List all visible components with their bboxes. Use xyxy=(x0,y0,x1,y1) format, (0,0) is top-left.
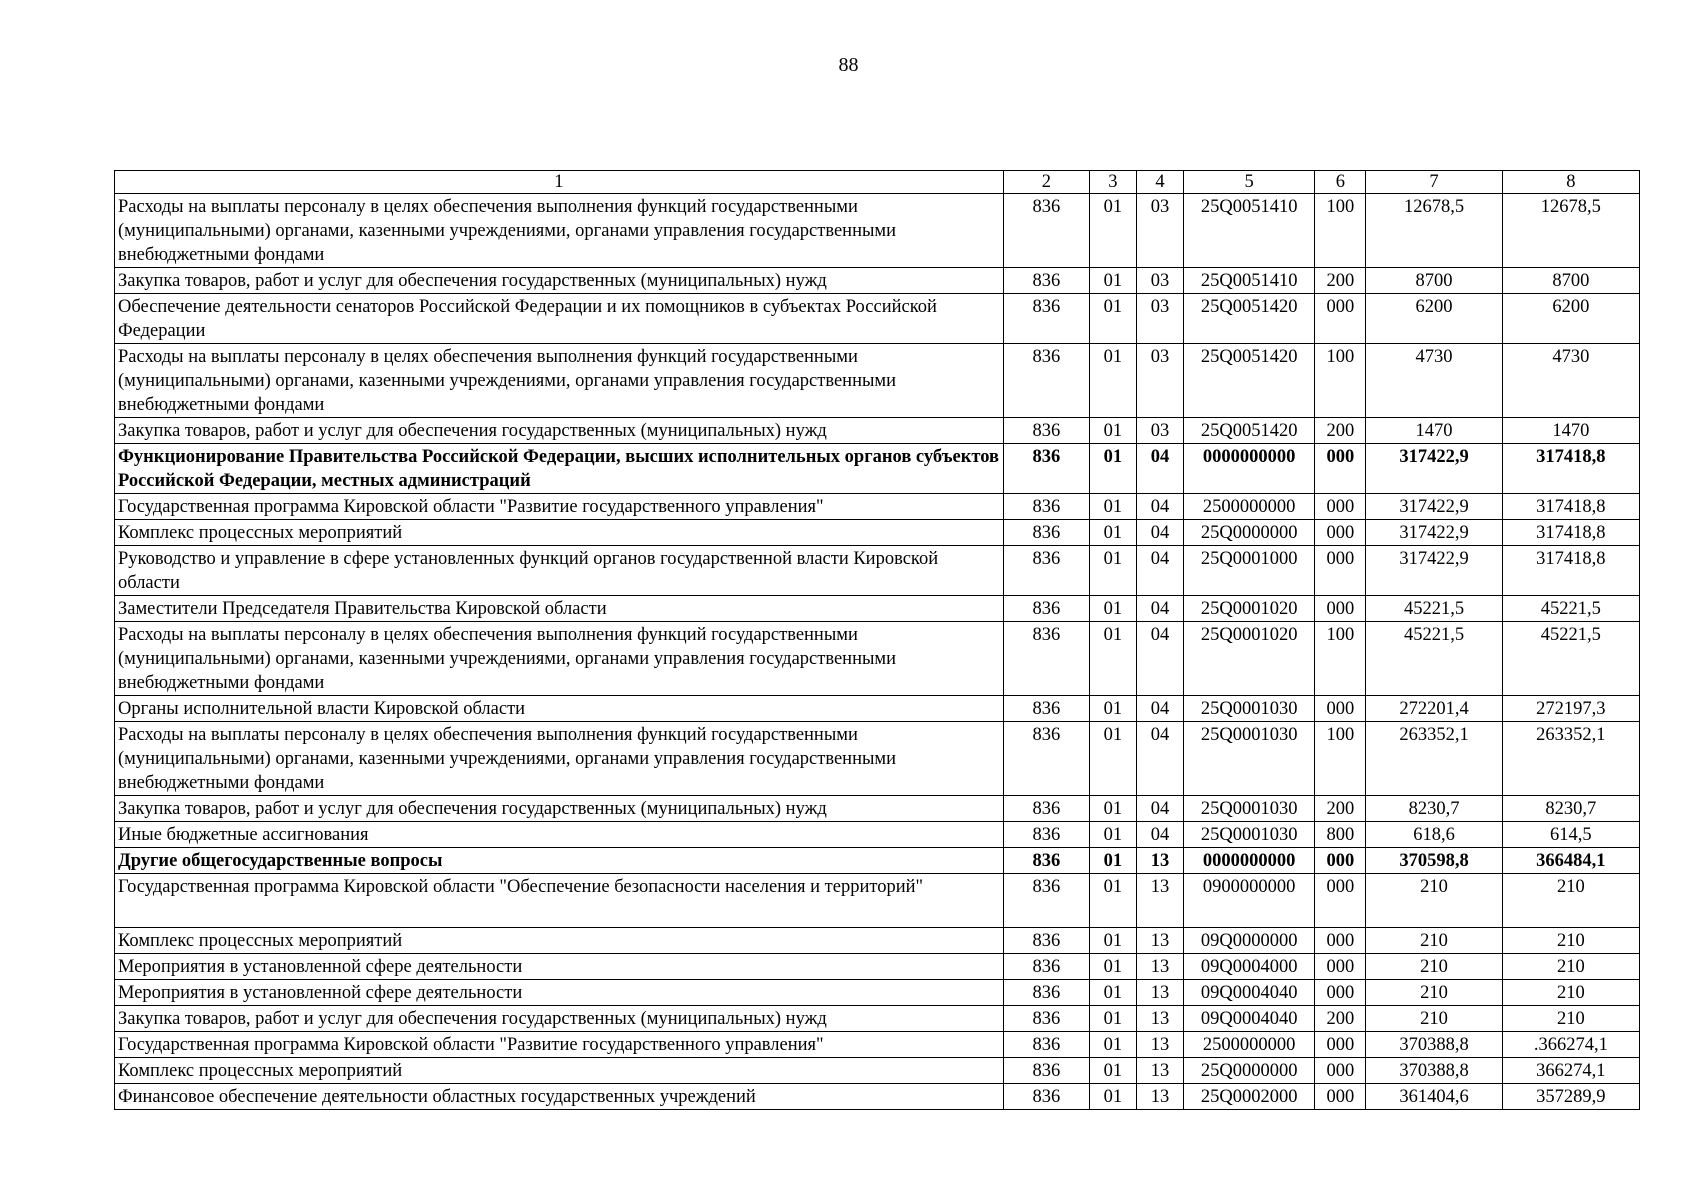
table-row xyxy=(115,954,1640,980)
row-amount-col7-cell: 210 xyxy=(1366,928,1502,954)
row-code-cell: 836 xyxy=(1003,980,1089,1006)
row-subsection-cell: 03 xyxy=(1136,294,1183,344)
table-row xyxy=(115,1084,1640,1110)
row-amount-col8-cell: 6200 xyxy=(1502,294,1639,344)
row-amount-col7-cell: 317422,9 xyxy=(1366,546,1502,596)
row-expense-type-cell: 200 xyxy=(1315,418,1366,444)
table-row xyxy=(115,980,1640,1006)
row-target-article-cell: 25Q0051410 xyxy=(1184,194,1315,268)
table-row xyxy=(115,520,1640,546)
row-code-cell: 836 xyxy=(1003,874,1089,928)
row-code-cell: 836 xyxy=(1003,344,1089,418)
row-target-article-cell: 25Q0051420 xyxy=(1184,294,1315,344)
row-amount-col8-cell: 12678,5 xyxy=(1502,194,1639,268)
table-row xyxy=(115,344,1640,418)
row-target-article-cell: 2500000000 xyxy=(1184,494,1315,520)
row-target-article-cell: 2500000000 xyxy=(1184,1032,1315,1058)
table-row xyxy=(115,268,1640,294)
table-row xyxy=(115,596,1640,622)
row-name-cell: Расходы на выплаты персоналу в целях обеспечения выполнения функций государственными (муниципальными) органами, казенными учреждениями, органами управления государственными внебюджетными фондами xyxy=(115,622,1004,696)
row-expense-type-cell: 000 xyxy=(1315,1058,1366,1084)
row-amount-col8-cell: .366274,1 xyxy=(1502,1032,1639,1058)
row-amount-col7-cell: 317422,9 xyxy=(1366,494,1502,520)
row-section-cell: 01 xyxy=(1089,1006,1136,1032)
row-target-article-cell: 25Q0002000 xyxy=(1184,1084,1315,1110)
row-subsection-cell: 04 xyxy=(1136,796,1183,822)
row-section-cell: 01 xyxy=(1089,1032,1136,1058)
row-amount-col7-cell: 370598,8 xyxy=(1366,848,1502,874)
row-amount-col8-cell: 317418,8 xyxy=(1502,494,1639,520)
row-amount-col7-cell: 361404,6 xyxy=(1366,1084,1502,1110)
column-header-6: 6 xyxy=(1315,171,1366,194)
row-expense-type-cell: 000 xyxy=(1315,596,1366,622)
column-header-7: 7 xyxy=(1366,171,1502,194)
row-amount-col7-cell: 8700 xyxy=(1366,268,1502,294)
row-name-cell: Закупка товаров, работ и услуг для обеспечения государственных (муниципальных) нужд xyxy=(115,418,1004,444)
row-target-article-cell: 09Q0000000 xyxy=(1184,928,1315,954)
row-code-cell: 836 xyxy=(1003,622,1089,696)
row-code-cell: 836 xyxy=(1003,494,1089,520)
row-expense-type-cell: 800 xyxy=(1315,822,1366,848)
row-subsection-cell: 03 xyxy=(1136,418,1183,444)
row-name-cell: Расходы на выплаты персоналу в целях обеспечения выполнения функций государственными (муниципальными) органами, казенными учреждениями, органами управления государственными внебюджетными фондами xyxy=(115,194,1004,268)
row-amount-col8-cell: 210 xyxy=(1502,874,1639,928)
row-amount-col8-cell: 366484,1 xyxy=(1502,848,1639,874)
row-section-cell: 01 xyxy=(1089,194,1136,268)
row-section-cell: 01 xyxy=(1089,980,1136,1006)
table-row xyxy=(115,822,1640,848)
row-section-cell: 01 xyxy=(1089,954,1136,980)
row-target-article-cell: 0000000000 xyxy=(1184,848,1315,874)
row-section-cell: 01 xyxy=(1089,546,1136,596)
row-code-cell: 836 xyxy=(1003,1084,1089,1110)
row-amount-col7-cell: 317422,9 xyxy=(1366,444,1502,494)
row-code-cell: 836 xyxy=(1003,418,1089,444)
row-section-cell: 01 xyxy=(1089,874,1136,928)
row-name-cell: Закупка товаров, работ и услуг для обеспечения государственных (муниципальных) нужд xyxy=(115,268,1004,294)
row-name-cell: Другие общегосударственные вопросы xyxy=(115,848,1004,874)
row-section-cell: 01 xyxy=(1089,268,1136,294)
row-target-article-cell: 09Q0004040 xyxy=(1184,980,1315,1006)
row-expense-type-cell: 200 xyxy=(1315,796,1366,822)
row-code-cell: 836 xyxy=(1003,1058,1089,1084)
row-expense-type-cell: 000 xyxy=(1315,874,1366,928)
row-section-cell: 01 xyxy=(1089,622,1136,696)
row-code-cell: 836 xyxy=(1003,722,1089,796)
row-target-article-cell: 0900000000 xyxy=(1184,874,1315,928)
column-header-5: 5 xyxy=(1184,171,1315,194)
column-header-1: 1 xyxy=(115,171,1004,194)
row-name-cell: Комплекс процессных мероприятий xyxy=(115,1058,1004,1084)
table-row xyxy=(115,874,1640,928)
row-expense-type-cell: 000 xyxy=(1315,848,1366,874)
row-name-cell: Функционирование Правительства Российской Федерации, высших исполнительных органов субъектов Российской Федерации, местных администраций xyxy=(115,444,1004,494)
row-expense-type-cell: 100 xyxy=(1315,722,1366,796)
row-section-cell: 01 xyxy=(1089,928,1136,954)
row-expense-type-cell: 000 xyxy=(1315,546,1366,596)
table-row xyxy=(115,1058,1640,1084)
row-name-cell: Финансовое обеспечение деятельности областных государственных учреждений xyxy=(115,1084,1004,1110)
row-code-cell: 836 xyxy=(1003,520,1089,546)
row-amount-col7-cell: 618,6 xyxy=(1366,822,1502,848)
row-name-cell: Государственная программа Кировской области "Развитие государственного управления" xyxy=(115,1032,1004,1058)
row-amount-col7-cell: 45221,5 xyxy=(1366,596,1502,622)
row-target-article-cell: 09Q0004000 xyxy=(1184,954,1315,980)
row-code-cell: 836 xyxy=(1003,444,1089,494)
budget-table xyxy=(114,170,1640,1110)
table-row xyxy=(115,546,1640,596)
row-target-article-cell: 25Q0001020 xyxy=(1184,622,1315,696)
row-name-cell: Заместители Председателя Правительства Кировской области xyxy=(115,596,1004,622)
row-expense-type-cell: 000 xyxy=(1315,444,1366,494)
row-target-article-cell: 25Q0000000 xyxy=(1184,520,1315,546)
row-amount-col7-cell: 210 xyxy=(1366,954,1502,980)
row-code-cell: 836 xyxy=(1003,696,1089,722)
row-amount-col8-cell: 317418,8 xyxy=(1502,546,1639,596)
row-subsection-cell: 13 xyxy=(1136,1032,1183,1058)
row-amount-col7-cell: 6200 xyxy=(1366,294,1502,344)
row-section-cell: 01 xyxy=(1089,1058,1136,1084)
table-row xyxy=(115,494,1640,520)
row-subsection-cell: 03 xyxy=(1136,268,1183,294)
row-section-cell: 01 xyxy=(1089,344,1136,418)
row-subsection-cell: 04 xyxy=(1136,822,1183,848)
row-expense-type-cell: 000 xyxy=(1315,1032,1366,1058)
row-expense-type-cell: 100 xyxy=(1315,194,1366,268)
table-row xyxy=(115,1032,1640,1058)
row-subsection-cell: 04 xyxy=(1136,546,1183,596)
column-header-2: 2 xyxy=(1003,171,1089,194)
row-expense-type-cell: 100 xyxy=(1315,622,1366,696)
row-name-cell: Иные бюджетные ассигнования xyxy=(115,822,1004,848)
row-amount-col7-cell: 210 xyxy=(1366,874,1502,928)
row-expense-type-cell: 000 xyxy=(1315,928,1366,954)
row-subsection-cell: 04 xyxy=(1136,622,1183,696)
table-row xyxy=(115,928,1640,954)
row-amount-col8-cell: 210 xyxy=(1502,1006,1639,1032)
row-name-cell: Мероприятия в установленной сфере деятельности xyxy=(115,954,1004,980)
row-expense-type-cell: 000 xyxy=(1315,954,1366,980)
row-section-cell: 01 xyxy=(1089,596,1136,622)
row-expense-type-cell: 100 xyxy=(1315,344,1366,418)
row-expense-type-cell: 000 xyxy=(1315,494,1366,520)
row-amount-col8-cell: 614,5 xyxy=(1502,822,1639,848)
row-subsection-cell: 04 xyxy=(1136,520,1183,546)
row-amount-col8-cell: 210 xyxy=(1502,954,1639,980)
row-code-cell: 836 xyxy=(1003,822,1089,848)
row-code-cell: 836 xyxy=(1003,848,1089,874)
row-code-cell: 836 xyxy=(1003,1006,1089,1032)
row-subsection-cell: 13 xyxy=(1136,874,1183,928)
row-name-cell: Комплекс процессных мероприятий xyxy=(115,520,1004,546)
row-section-cell: 01 xyxy=(1089,848,1136,874)
row-section-cell: 01 xyxy=(1089,494,1136,520)
row-code-cell: 836 xyxy=(1003,294,1089,344)
table-row xyxy=(115,1006,1640,1032)
row-amount-col8-cell: 8230,7 xyxy=(1502,796,1639,822)
row-amount-col8-cell: 8700 xyxy=(1502,268,1639,294)
row-target-article-cell: 0000000000 xyxy=(1184,444,1315,494)
row-amount-col7-cell: 12678,5 xyxy=(1366,194,1502,268)
table-row xyxy=(115,418,1640,444)
table-header-row xyxy=(115,171,1640,194)
row-target-article-cell: 25Q0001030 xyxy=(1184,722,1315,796)
row-target-article-cell: 25Q0001030 xyxy=(1184,696,1315,722)
row-amount-col8-cell: 263352,1 xyxy=(1502,722,1639,796)
row-amount-col7-cell: 210 xyxy=(1366,1006,1502,1032)
row-code-cell: 836 xyxy=(1003,268,1089,294)
row-name-cell: Государственная программа Кировской области "Обеспечение безопасности населения и территорий" xyxy=(115,874,1004,928)
row-section-cell: 01 xyxy=(1089,822,1136,848)
row-code-cell: 836 xyxy=(1003,596,1089,622)
row-amount-col7-cell: 370388,8 xyxy=(1366,1058,1502,1084)
row-name-cell: Руководство и управление в сфере установленных функций органов государственной власти Кировской области xyxy=(115,546,1004,596)
row-amount-col7-cell: 8230,7 xyxy=(1366,796,1502,822)
table-row xyxy=(115,194,1640,268)
column-header-3: 3 xyxy=(1089,171,1136,194)
row-expense-type-cell: 000 xyxy=(1315,696,1366,722)
table-row xyxy=(115,696,1640,722)
row-subsection-cell: 13 xyxy=(1136,1006,1183,1032)
row-name-cell: Закупка товаров, работ и услуг для обеспечения государственных (муниципальных) нужд xyxy=(115,796,1004,822)
column-header-4: 4 xyxy=(1136,171,1183,194)
table-row xyxy=(115,722,1640,796)
table-body xyxy=(115,194,1640,1110)
row-subsection-cell: 04 xyxy=(1136,494,1183,520)
row-subsection-cell: 13 xyxy=(1136,1084,1183,1110)
row-code-cell: 836 xyxy=(1003,546,1089,596)
row-subsection-cell: 13 xyxy=(1136,954,1183,980)
row-amount-col7-cell: 1470 xyxy=(1366,418,1502,444)
row-code-cell: 836 xyxy=(1003,796,1089,822)
row-subsection-cell: 13 xyxy=(1136,1058,1183,1084)
row-amount-col7-cell: 4730 xyxy=(1366,344,1502,418)
row-expense-type-cell: 000 xyxy=(1315,1084,1366,1110)
row-code-cell: 836 xyxy=(1003,1032,1089,1058)
row-subsection-cell: 13 xyxy=(1136,928,1183,954)
row-section-cell: 01 xyxy=(1089,722,1136,796)
row-expense-type-cell: 000 xyxy=(1315,980,1366,1006)
page-number: 88 xyxy=(838,54,859,76)
row-subsection-cell: 13 xyxy=(1136,980,1183,1006)
row-section-cell: 01 xyxy=(1089,696,1136,722)
row-expense-type-cell: 200 xyxy=(1315,268,1366,294)
row-subsection-cell: 04 xyxy=(1136,722,1183,796)
row-amount-col7-cell: 317422,9 xyxy=(1366,520,1502,546)
row-target-article-cell: 25Q0051420 xyxy=(1184,344,1315,418)
row-target-article-cell: 25Q0000000 xyxy=(1184,1058,1315,1084)
row-target-article-cell: 25Q0001030 xyxy=(1184,822,1315,848)
row-target-article-cell: 09Q0004040 xyxy=(1184,1006,1315,1032)
row-subsection-cell: 03 xyxy=(1136,344,1183,418)
row-name-cell: Органы исполнительной власти Кировской области xyxy=(115,696,1004,722)
row-section-cell: 01 xyxy=(1089,796,1136,822)
table-row xyxy=(115,294,1640,344)
row-name-cell: Расходы на выплаты персоналу в целях обеспечения выполнения функций государственными (муниципальными) органами, казенными учреждениями, органами управления государственными внебюджетными фондами xyxy=(115,344,1004,418)
row-subsection-cell: 04 xyxy=(1136,444,1183,494)
row-name-cell: Закупка товаров, работ и услуг для обеспечения государственных (муниципальных) нужд xyxy=(115,1006,1004,1032)
row-section-cell: 01 xyxy=(1089,444,1136,494)
row-subsection-cell: 13 xyxy=(1136,848,1183,874)
row-amount-col8-cell: 1470 xyxy=(1502,418,1639,444)
row-expense-type-cell: 000 xyxy=(1315,294,1366,344)
row-amount-col8-cell: 210 xyxy=(1502,928,1639,954)
row-subsection-cell: 04 xyxy=(1136,596,1183,622)
table-row xyxy=(115,444,1640,494)
row-amount-col7-cell: 263352,1 xyxy=(1366,722,1502,796)
row-expense-type-cell: 200 xyxy=(1315,1006,1366,1032)
row-name-cell: Мероприятия в установленной сфере деятельности xyxy=(115,980,1004,1006)
column-header-8: 8 xyxy=(1502,171,1639,194)
row-amount-col8-cell: 317418,8 xyxy=(1502,444,1639,494)
row-code-cell: 836 xyxy=(1003,954,1089,980)
row-subsection-cell: 04 xyxy=(1136,696,1183,722)
row-amount-col8-cell: 210 xyxy=(1502,980,1639,1006)
row-amount-col8-cell: 45221,5 xyxy=(1502,596,1639,622)
row-amount-col8-cell: 272197,3 xyxy=(1502,696,1639,722)
row-amount-col8-cell: 357289,9 xyxy=(1502,1084,1639,1110)
row-target-article-cell: 25Q0051410 xyxy=(1184,268,1315,294)
row-amount-col8-cell: 366274,1 xyxy=(1502,1058,1639,1084)
row-amount-col7-cell: 272201,4 xyxy=(1366,696,1502,722)
row-section-cell: 01 xyxy=(1089,294,1136,344)
row-name-cell: Комплекс процессных мероприятий xyxy=(115,928,1004,954)
row-code-cell: 836 xyxy=(1003,194,1089,268)
row-name-cell: Обеспечение деятельности сенаторов Российской Федерации и их помощников в субъектах Российской Федерации xyxy=(115,294,1004,344)
table-row xyxy=(115,848,1640,874)
row-amount-col8-cell: 4730 xyxy=(1502,344,1639,418)
row-target-article-cell: 25Q0001020 xyxy=(1184,596,1315,622)
row-section-cell: 01 xyxy=(1089,1084,1136,1110)
row-target-article-cell: 25Q0001030 xyxy=(1184,796,1315,822)
row-amount-col7-cell: 210 xyxy=(1366,980,1502,1006)
row-name-cell: Расходы на выплаты персоналу в целях обеспечения выполнения функций государственными (муниципальными) органами, казенными учреждениями, органами управления государственными внебюджетными фондами xyxy=(115,722,1004,796)
row-section-cell: 01 xyxy=(1089,418,1136,444)
row-section-cell: 01 xyxy=(1089,520,1136,546)
row-amount-col8-cell: 45221,5 xyxy=(1502,622,1639,696)
row-amount-col7-cell: 45221,5 xyxy=(1366,622,1502,696)
row-code-cell: 836 xyxy=(1003,928,1089,954)
row-target-article-cell: 25Q0051420 xyxy=(1184,418,1315,444)
table-row xyxy=(115,796,1640,822)
row-expense-type-cell: 000 xyxy=(1315,520,1366,546)
table-row xyxy=(115,622,1640,696)
row-amount-col8-cell: 317418,8 xyxy=(1502,520,1639,546)
row-subsection-cell: 03 xyxy=(1136,194,1183,268)
row-name-cell: Государственная программа Кировской области "Развитие государственного управления" xyxy=(115,494,1004,520)
row-amount-col7-cell: 370388,8 xyxy=(1366,1032,1502,1058)
row-target-article-cell: 25Q0001000 xyxy=(1184,546,1315,596)
